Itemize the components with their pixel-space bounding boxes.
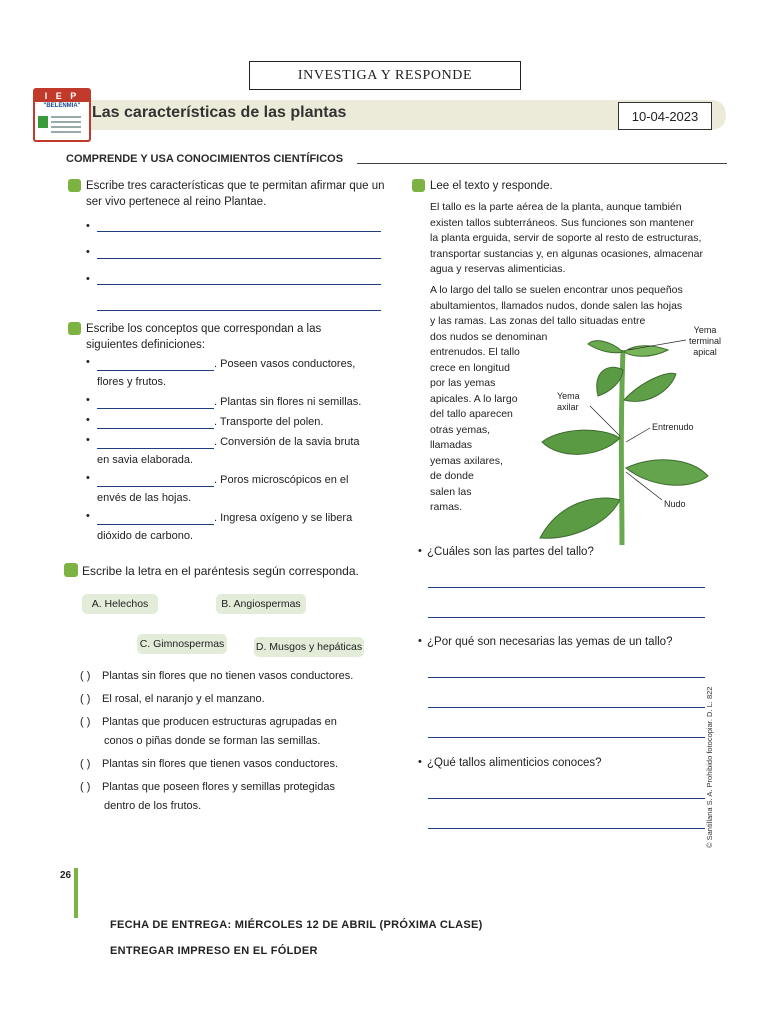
text-line: la planta erguida, servir de soporte al resto de estructuras, bbox=[430, 232, 702, 244]
option-d: D. Musgos y hepáticas bbox=[254, 637, 364, 657]
text-line: abultamientos, llamados nudos, donde salen las hojas bbox=[430, 299, 683, 312]
definition-text: en savia elaborada. bbox=[97, 454, 194, 466]
text-line: otras yemas, bbox=[430, 423, 491, 436]
section-heading: COMPRENDE Y USA CONOCIMIENTOS CIENTÍFICOS bbox=[66, 153, 344, 165]
text-line: ramas. bbox=[430, 501, 463, 513]
match-item: Plantas que poseen flores y semillas protegidas bbox=[102, 781, 335, 793]
label-yema-axilar bbox=[557, 391, 580, 413]
page-number-bar bbox=[74, 868, 78, 918]
answer-line[interactable] bbox=[428, 828, 705, 829]
question-1: Escribe tres características que te permitan afirmar que un ser vivo pertenece al reino Plantae. bbox=[86, 180, 385, 208]
option-a: A. Helechos bbox=[82, 594, 158, 614]
text-line: dos nudos se denominan bbox=[430, 330, 548, 343]
label-text: terminal bbox=[689, 336, 722, 346]
text-line: El tallo es la parte aérea de la planta, aunque también bbox=[430, 201, 682, 213]
question-3: Escribe la letra en el paréntesis según corresponda. bbox=[82, 564, 359, 578]
answer-line[interactable] bbox=[97, 310, 381, 311]
leaf bbox=[597, 367, 623, 396]
school-logo bbox=[33, 88, 91, 142]
list-bullet: • bbox=[418, 635, 422, 647]
definition-text: . Conversión de la savia bruta bbox=[214, 436, 360, 448]
date-box bbox=[618, 102, 712, 130]
list-bullet: • bbox=[86, 356, 90, 368]
definition-blank[interactable] bbox=[97, 408, 214, 409]
list-bullet: • bbox=[86, 472, 90, 484]
question-2: Escribe los conceptos que correspondan a las siguientes definiciones: bbox=[86, 323, 322, 351]
label-text: Yema bbox=[557, 391, 580, 401]
match-item: Plantas sin flores que no tienen vasos conductores. bbox=[102, 670, 354, 682]
due-date: FECHA DE ENTREGA: MIÉRCOLES 12 DE ABRIL (PRÓXIMA CLASE) bbox=[110, 919, 483, 931]
answer-line[interactable] bbox=[428, 587, 705, 588]
text-line: del tallo aparecen bbox=[430, 408, 513, 420]
match-item: conos o piñas donde se forman las semillas. bbox=[104, 735, 321, 747]
definition-blank[interactable] bbox=[97, 524, 214, 525]
text-line: yemas axilares, bbox=[430, 454, 503, 467]
answer-line[interactable] bbox=[428, 707, 705, 708]
logo-subtitle: "BELÉNMIA" bbox=[43, 103, 81, 109]
text-line: apicales. A lo largo bbox=[430, 392, 518, 405]
match-item: Plantas que producen estructuras agrupadas en bbox=[102, 716, 337, 728]
definition-text: . Poseen vasos conductores, bbox=[214, 358, 356, 370]
definition-blank[interactable] bbox=[97, 486, 214, 487]
text-line: y las ramas. Las zonas del tallo situadas entre bbox=[430, 315, 646, 327]
match-item: Plantas sin flores que tienen vasos conductores. bbox=[102, 758, 339, 770]
page-number: 26 bbox=[60, 870, 72, 881]
question-bullet-icon bbox=[412, 179, 425, 192]
definition-text: envés de las hojas. bbox=[97, 492, 192, 504]
option-c: C. Gimnospermas bbox=[137, 634, 227, 654]
text-line: salen las bbox=[430, 485, 472, 498]
text-line: por las yemas bbox=[430, 377, 496, 389]
answer-line[interactable] bbox=[97, 258, 381, 259]
logo-text: I E P bbox=[35, 90, 89, 102]
reading-prompt: Lee el texto y responde. bbox=[430, 180, 553, 192]
delivery-note: ENTREGAR IMPRESO EN EL FÓLDER bbox=[110, 945, 318, 957]
answer-paren[interactable]: ( ) bbox=[80, 758, 91, 770]
question-bullet-icon bbox=[68, 179, 81, 192]
definition-text: . Transporte del polen. bbox=[214, 416, 324, 428]
worksheet-title: INVESTIGA Y RESPONDE bbox=[297, 67, 473, 83]
leaf bbox=[588, 341, 623, 353]
label-text: axilar bbox=[557, 402, 579, 412]
text-line: crece en longitud bbox=[430, 361, 510, 374]
text-line: llamadas bbox=[430, 439, 473, 451]
label-pointer bbox=[626, 428, 650, 442]
definition-text: flores y frutos. bbox=[97, 376, 167, 388]
answer-line[interactable] bbox=[428, 617, 705, 618]
definition-text: . Poros microscópicos en el bbox=[214, 474, 349, 486]
question-bullet-icon bbox=[68, 322, 81, 335]
definition-text: . Plantas sin flores ni semillas. bbox=[214, 396, 362, 408]
label-text: apical bbox=[693, 347, 717, 357]
leaf bbox=[540, 498, 620, 538]
answer-line[interactable] bbox=[428, 798, 705, 799]
definition-blank[interactable] bbox=[97, 370, 214, 371]
plant-stem-illustration bbox=[530, 330, 720, 548]
leaf bbox=[624, 373, 676, 401]
definition-text: dióxido de carbono. bbox=[97, 530, 194, 542]
list-bullet: • bbox=[418, 756, 422, 768]
label-yema-terminal bbox=[689, 325, 721, 358]
definition-blank[interactable] bbox=[97, 448, 214, 449]
match-item: dentro de los frutos. bbox=[104, 800, 202, 812]
text-line: A lo largo del tallo se suelen encontrar unos pequeños bbox=[430, 284, 683, 296]
text-line: existen tallos subterráneos. Sus funciones son mantener bbox=[430, 216, 694, 229]
question-stem-parts: ¿Cuáles son las partes del tallo? bbox=[427, 546, 594, 558]
answer-paren[interactable]: ( ) bbox=[80, 670, 91, 682]
section-underline bbox=[357, 163, 727, 164]
label-text: Yema bbox=[693, 325, 717, 335]
definition-blank[interactable] bbox=[97, 428, 214, 429]
page-title: Las características de las plantas bbox=[92, 104, 347, 121]
date-value: 10-04-2023 bbox=[631, 108, 699, 124]
text-line: transportar sustancias y, en algunas ocasiones, almacenar bbox=[430, 247, 703, 260]
answer-paren[interactable]: ( ) bbox=[80, 781, 91, 793]
option-b: B. Angiospermas bbox=[216, 594, 306, 614]
answer-line[interactable] bbox=[97, 231, 381, 232]
list-bullet: • bbox=[418, 545, 422, 557]
list-bullet: • bbox=[86, 394, 90, 406]
list-bullet: • bbox=[86, 434, 90, 446]
text-line: de donde bbox=[430, 470, 474, 482]
answer-paren[interactable]: ( ) bbox=[80, 716, 91, 728]
list-bullet: • bbox=[86, 246, 90, 258]
logo-emblem bbox=[38, 116, 48, 128]
match-item: El rosal, el naranjo y el manzano. bbox=[102, 693, 265, 705]
list-bullet: • bbox=[86, 414, 90, 426]
text-line: agua y reservas alimenticias. bbox=[430, 263, 566, 275]
answer-paren[interactable]: ( ) bbox=[80, 693, 91, 705]
copyright-notice: © Santillana S. A. Prohibido fotocopiar. D. L. 822 bbox=[705, 686, 714, 848]
label-nudo: Nudo bbox=[664, 499, 686, 509]
list-bullet: • bbox=[86, 273, 90, 285]
logo-lines bbox=[51, 116, 81, 118]
list-bullet: • bbox=[86, 220, 90, 232]
definition-text: . Ingresa oxígeno y se libera bbox=[214, 512, 353, 524]
question-bullet-icon bbox=[64, 563, 78, 577]
worksheet-title-box bbox=[249, 61, 521, 90]
text-line: entrenudos. El tallo bbox=[430, 346, 520, 358]
answer-line[interactable] bbox=[428, 677, 705, 678]
label-entrenudo: Entrenudo bbox=[652, 422, 694, 432]
answer-line[interactable] bbox=[428, 737, 705, 738]
reading-paragraph-1 bbox=[430, 200, 703, 278]
list-bullet: • bbox=[86, 510, 90, 522]
question-edible-stems: ¿Qué tallos alimenticios conoces? bbox=[427, 757, 602, 769]
leaf bbox=[542, 430, 620, 454]
leaf bbox=[624, 346, 668, 357]
answer-line[interactable] bbox=[97, 284, 381, 285]
question-yemas: ¿Por qué son necesarias las yemas de un tallo? bbox=[427, 636, 673, 648]
stem bbox=[621, 350, 623, 545]
